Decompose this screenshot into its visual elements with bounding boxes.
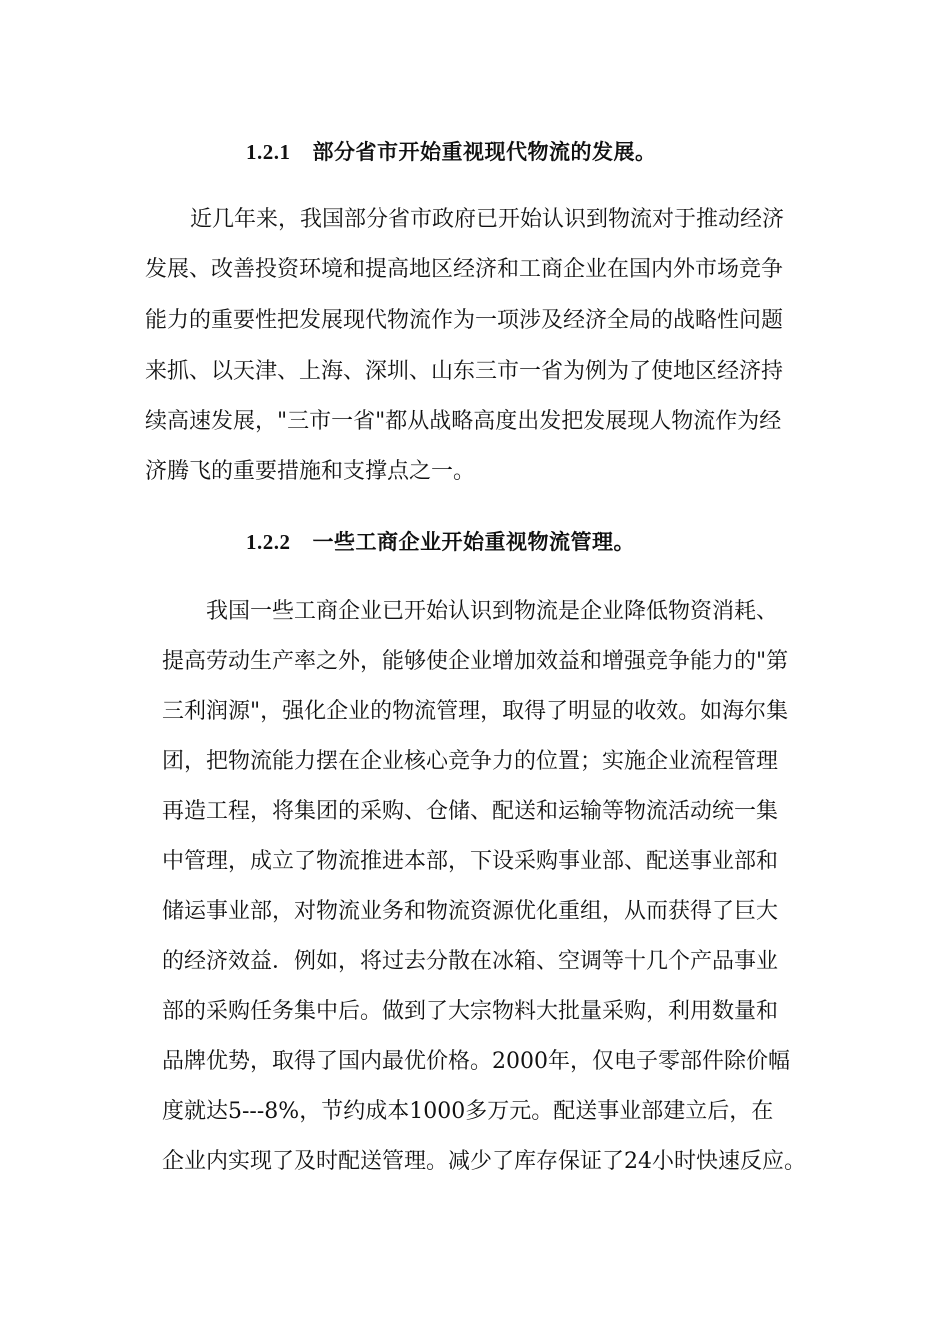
section-number: 1.2.2 — [246, 530, 291, 554]
paragraph-line: 品牌优势，取得了国内最优价格。2000年，仅电子零部件除价幅 — [162, 1049, 790, 1074]
paragraph-line: 发展、改善投资环境和提高地区经济和工商企业在国内外市场竞争 — [145, 257, 784, 282]
paragraph-line: 提高劳动生产率之外，能够使企业增加效益和增强竞争能力的"第 — [162, 649, 789, 674]
section-title: 部分省市开始重视现代物流的发展。 — [312, 140, 657, 164]
paragraph-line: 团，把物流能力摆在企业核心竞争力的位置；实施企业流程管理 — [162, 749, 779, 774]
paragraph-line: 储运事业部，对物流业务和物流资源优化重组，从而获得了巨大 — [162, 899, 779, 924]
section-title: 一些工商企业开始重视物流管理。 — [312, 530, 635, 554]
paragraph-line: 的经济效益．例如，将过去分散在冰箱、空调等十几个产品事业 — [162, 949, 779, 974]
paragraph-line: 企业内实现了及时配送管理。减少了库存保证了24小时快速反应。 — [162, 1149, 806, 1174]
paragraph-line: 来抓、以天津、上海、深圳、山东三市一省为例为了使地区经济持 — [145, 359, 784, 384]
paragraph-line: 再造工程，将集团的采购、仓储、配送和运输等物流活动统一集 — [162, 799, 779, 824]
paragraph-line: 部的采购任务集中后。做到了大宗物料大批量采购，利用数量和 — [162, 999, 779, 1024]
paragraph-line: 三利润源"，强化企业的物流管理，取得了明显的收效。如海尔集 — [162, 699, 789, 724]
paragraph-line: 能力的重要性把发展现代物流作为一项涉及经济全局的战略性问题 — [145, 308, 784, 333]
paragraph-line: 度就达5---8%，节约成本1000多万元。配送事业部建立后，在 — [162, 1099, 774, 1124]
section-heading-1-2-1 — [246, 136, 657, 166]
paragraph-line: 中管理，成立了物流推进本部，下设采购事业部、配送事业部和 — [162, 849, 779, 874]
paragraph-line: 近几年来，我国部分省市政府已开始认识到物流对于推动经济 — [190, 207, 785, 232]
section-number: 1.2.1 — [246, 140, 291, 164]
paragraph-line: 续高速发展，"三市一省"都从战略高度出发把发展现人物流作为经 — [145, 409, 782, 434]
paragraph-line: 济腾飞的重要措施和支撑点之一。 — [145, 459, 476, 484]
section-heading-1-2-2 — [246, 526, 635, 556]
paragraph-line: 我国一些工商企业已开始认识到物流是企业降低物资消耗、 — [206, 599, 779, 624]
